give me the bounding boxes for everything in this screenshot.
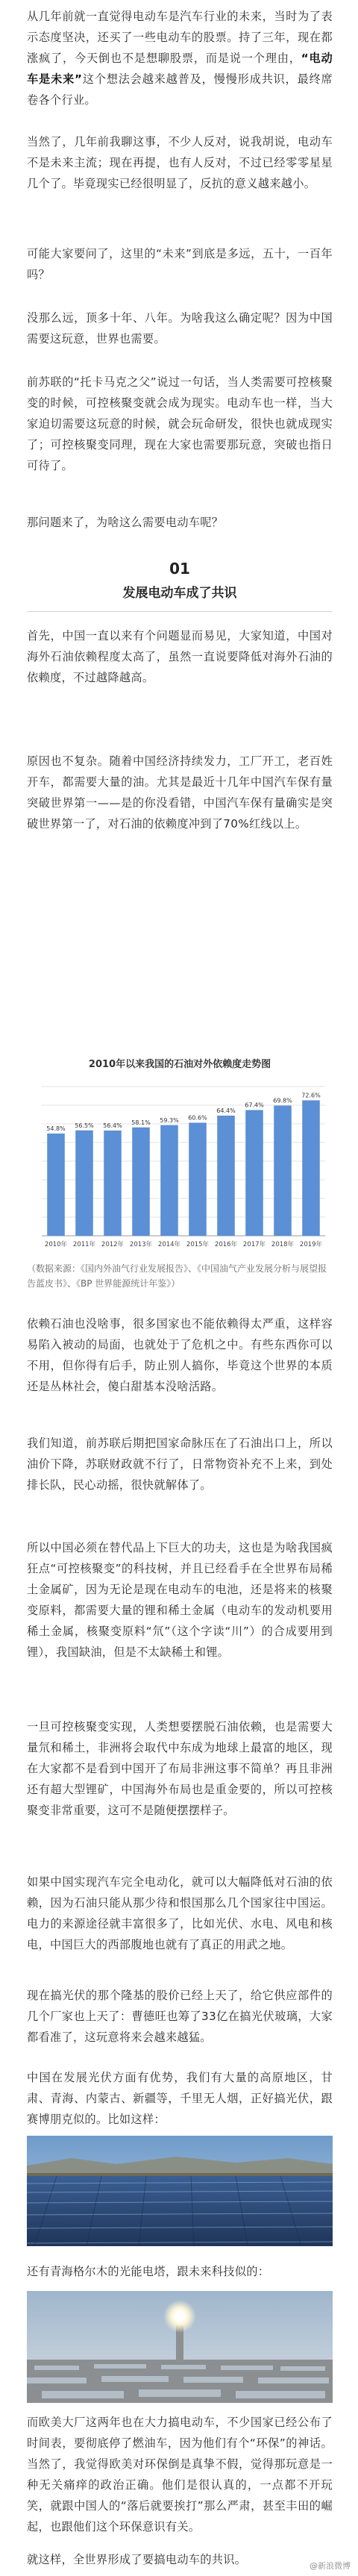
bar: [132, 1128, 150, 1236]
x-tick-label: 2018年: [271, 1241, 295, 1248]
x-tick-label: 2013年: [129, 1241, 153, 1248]
section-number: 01: [169, 560, 190, 578]
bar: [47, 1134, 65, 1236]
bar: [302, 1101, 320, 1237]
x-tick-label: 2012年: [101, 1241, 125, 1248]
solar-field-image: [27, 2136, 333, 2246]
bar: [245, 1110, 263, 1237]
x-tick-label: 2015年: [186, 1241, 210, 1248]
chart-svg: [27, 1049, 333, 1258]
x-tick-label: 2010年: [44, 1241, 68, 1248]
paragraph-16: 还有青海格尔木的光能电塔，跟未来科技似的：: [27, 2265, 270, 2278]
bar-value-label: 56.4%: [103, 1122, 122, 1129]
bar: [189, 1123, 207, 1237]
chart-title: 2010年以来我国的石油对外依赖度走势图: [88, 1059, 271, 1070]
paragraph-18: 就这样，全世界形成了要搞电动车的共识。: [27, 2553, 247, 2566]
paragraph-3: 可能大家要问了，这里的“未来”到底是多远，五十，一百年吗？: [27, 247, 333, 281]
bar: [75, 1131, 93, 1236]
x-tick-label: 2017年: [242, 1241, 266, 1248]
section-divider: [27, 611, 333, 612]
bar: [274, 1106, 292, 1237]
x-tick-label: 2019年: [299, 1241, 323, 1248]
solar-tower-image: [27, 2291, 333, 2403]
paragraph-4: 没那么远，顶多十年、八年。为啥我这么确定呢？因为中国需要这玩意，世界也需要。: [27, 311, 333, 346]
solar-field-photo: [27, 2136, 333, 2246]
bar: [160, 1125, 178, 1236]
paragraph-13: 如果中国实现汽车完全电动化，就可以大幅降低对石油的依赖，因为石油只能从那少待和恨国那么几个国家往中国运。电力的来源途径就丰富很多了，比如光伏、水电、风电和核电，中国巨大的西部腹地也就有了真正的用武之地。: [27, 1875, 333, 1951]
section-title: 发展电动车成了共识: [122, 586, 237, 601]
bar-value-label: 64.4%: [216, 1107, 236, 1114]
x-tick-label: 2014年: [157, 1241, 181, 1248]
bar: [104, 1131, 122, 1236]
bar-value-label: 56.5%: [75, 1122, 94, 1129]
paragraph-12: 一旦可控核聚变实现，人类想要摆脱石油依赖，也是需要大量氘和稀土，非洲将会取代中东成为地球上最富的地区，现在大家都不是看到中国开了布局非洲这事不简单？再且非洲还有超大型锂矿，中国海外布局也是重金要的，所以可控核聚变非常重要，这可不是随便摆摆样子。: [27, 1720, 333, 1817]
solar-tower-photo: [27, 2291, 333, 2403]
paragraph-7: 首先，中国一直以来有个问题显而易见，大家知道，中国对海外石油依赖程度太高了，虽然一直说要降低对海外石油的依赖度，不过越降越高。: [27, 629, 333, 684]
bar-value-label: 58.1%: [131, 1119, 151, 1126]
oil-dependence-chart: [27, 1049, 333, 1258]
bar: [217, 1116, 235, 1236]
section-header: [27, 560, 333, 612]
chart-bars: [47, 1101, 320, 1237]
paragraph-11: 所以中国必须在替代品上下巨大的功夫，这也是为啥我国疯狂点“可控核聚变”的科技树，并且已经看手在全世界布局稀土金属矿，因为无论是现在电动车的电池，还是将来的核聚变原料，都需要大量的锂和稀土金属（电动车的发动机要用稀土金属，核聚变原料“氘”（这个字读“川”）的合成要用到锂），我国缺油，但是不太缺稀土和锂。: [27, 1541, 333, 1659]
bar-value-label: 69.8%: [273, 1097, 292, 1104]
paragraph-10: 我们知道，前苏联后期把国家命脉压在了石油出口上，所以油价下降，苏联财政就不行了，日常物资补充不上来，到处排长队，民心动摇，很快就解体了。: [27, 1437, 333, 1492]
bar-value-label: 54.8%: [46, 1125, 66, 1132]
bar-value-label: 60.6%: [188, 1114, 207, 1122]
bold-text: “电动车是未来”: [27, 51, 333, 86]
paragraph-17: 而欧美大厂这两年也在大力搞电动车，不少国家已经公布了时间表，要彻底停了燃油车，因为他们有个“环保”的神话。当然了，我觉得欧美对环保倒是真挚不假，觉得那玩意是一种无关痛痒的政治正确。他们是很认真的，一点都不开玩笑，就跟中国人的“落后就要挨打”那么严肃，甚至丰田的崛起，也跟他们这个环保意识有关。: [27, 2416, 333, 2533]
paragraph-2: 当然了，几年前我聊这事，不少人反对，说我胡说，电动车不是未来主流；现在再提，也有人反对，不过已经零零星星几个了。毕竟现实已经很明显了，反抗的意义越来越小。: [27, 135, 333, 190]
watermark: @新浪微博: [310, 2561, 351, 2571]
chart-caption: （数据来源：《国内外油气行业发展报告》、《中国油气产业发展分析与展望报告蓝皮书》、《BP 世界能源统计年鉴》）: [27, 1263, 327, 1289]
bar-value-label: 59.3%: [160, 1116, 179, 1124]
bar-value-label: 72.6%: [301, 1092, 321, 1099]
x-tick-label: 2016年: [214, 1241, 238, 1248]
paragraph-15: 中国在发展光伏方面有优势，我们有大量的高原地区，甘肃、青海、内蒙古、新疆等，千里无人烟，正好搞光伏，跟赛博朋克似的。比如这样：: [27, 2071, 333, 2126]
paragraph-1: [27, 6, 333, 110]
bar-value-label: 67.4%: [245, 1101, 264, 1109]
chart-x-tick-labels: [45, 1240, 323, 1248]
paragraph-9: 依赖石油也没啥事，很多国家也不能依赖得太严重，这样容易陷入被动的局面，也就处于了危机之中。有些东西你可以不用，但你得有后手，防止别人搞你，毕竟这个世界的本质还是丛林社会，傻白甜基本没啥活路。: [27, 1317, 333, 1393]
text: 这个想法会越来越普及，慢慢形成共识，最终席卷各个行业。: [27, 72, 333, 107]
paragraph-5: 前苏联的“托卡马克之父”说过一句话，当人类需要可控核聚变的时候，可控核聚变就会成为现实。电动车也一样，当大家迫切需要这玩意的时候，就会玩命研发，很快也就成现实了；可控核聚变同理，现在大家也需要那玩意，突破也指日可待了。: [27, 375, 333, 472]
paragraph-8: 原因也不复杂。随着中国经济持续发力，工厂开工，老百姓开车，都需要大量的油。尤其是最近十几年中国汽车保有量突破世界第一——是的你没看错，中国汽车保有量确实是突破世界第一了，对石油的依赖度冲到了70%红线以上。: [27, 754, 333, 831]
text: 从几年前就一直觉得电动车是汽车行业的未来，当时为了表示态度坚决，还买了一些电动车的股票。持了三年，现在都涨疯了，今天倒也不是想聊股票，而是说一个理由，: [27, 10, 333, 65]
paragraph-14: 现在搞光伏的那个隆基的股价已经上天了，给它供应部件的几个厂家也上天了：曹德旺也筹了33亿在搞光伏玻璃，大家都看准了，这玩意将来会越来越猛。: [27, 1989, 333, 2044]
paragraph-6: 那问题来了，为啥这么需要电动车呢？: [27, 516, 224, 529]
x-tick-label: 2011年: [72, 1241, 96, 1248]
